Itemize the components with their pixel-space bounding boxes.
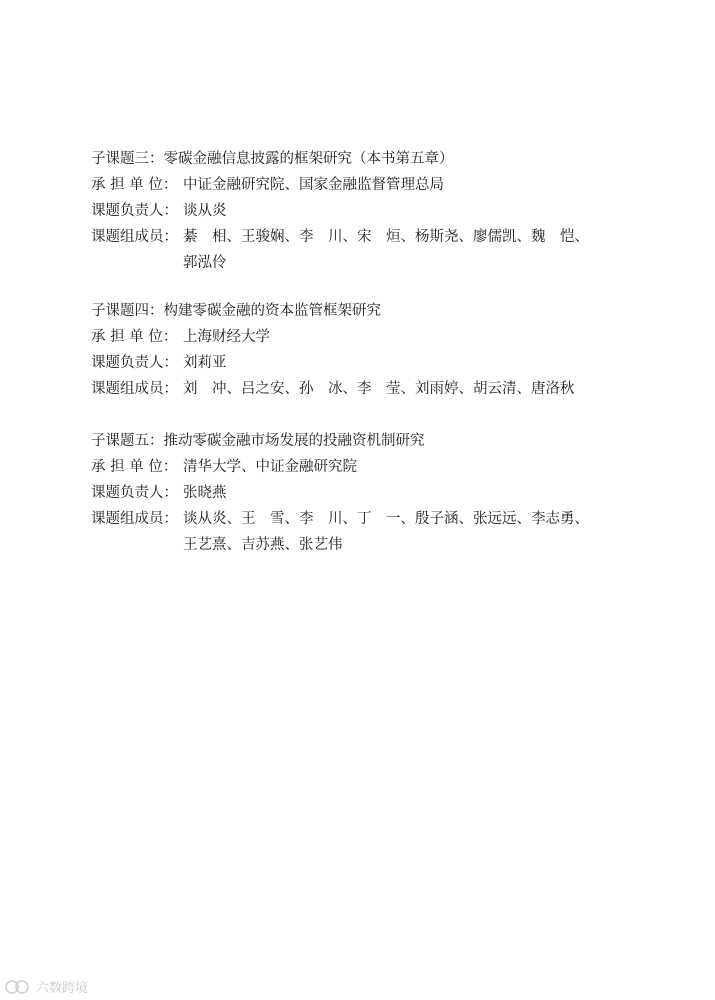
- leader-value: 张晓燕: [183, 485, 227, 501]
- subtopic-5-members-row: [91, 506, 651, 558]
- members-label: 课题组成员：: [91, 381, 178, 397]
- subtopic-3-members-row: [91, 224, 651, 276]
- members-label: 课题组成员：: [91, 511, 178, 527]
- unit-label: 承 担 单 位：: [91, 459, 178, 475]
- unit-value: 上海财经大学: [183, 329, 270, 345]
- members-value: 谈从炎、王 雪、李 川、丁 一、殷子涵、张远远、李志勇、 王艺熹、吉苏燕、张艺伟: [183, 511, 589, 553]
- leader-value: 刘莉亚: [183, 355, 227, 371]
- subtopic-5-section: [91, 428, 651, 558]
- subtopic-3-section: [91, 146, 651, 276]
- subtopic-4-members-row: [91, 376, 651, 402]
- subtopic-4-unit-row: [91, 324, 651, 350]
- unit-value: 中证金融研究院、国家金融监督管理总局: [183, 177, 444, 193]
- watermark: [4, 977, 88, 996]
- leader-value: 谈从炎: [183, 203, 227, 219]
- subtopic-4-section: [91, 298, 651, 402]
- leader-label: 课题负责人：: [91, 203, 178, 219]
- subtopic-5-leader-row: [91, 480, 651, 506]
- subtopic-5-title: 子课题五：推动零碳金融市场发展的投融资机制研究: [91, 433, 425, 449]
- subtopic-3-unit-row: [91, 172, 651, 198]
- unit-label: 承 担 单 位：: [91, 329, 178, 345]
- subtopic-4-leader-row: [91, 350, 651, 376]
- unit-label: 承 担 单 位：: [91, 177, 178, 193]
- members-value: 刘 冲、吕之安、孙 冰、李 莹、刘雨婷、胡云清、唐洛秋: [183, 381, 575, 397]
- members-label: 课题组成员：: [91, 229, 178, 245]
- watermark-logo-icon: [4, 979, 32, 995]
- leader-label: 课题负责人：: [91, 355, 178, 371]
- subtopic-3-title: 子课题三：零碳金融信息披露的框架研究（本书第五章）: [91, 151, 454, 167]
- watermark-text: 六数跨境: [36, 981, 89, 996]
- subtopic-3-leader-row: [91, 198, 651, 224]
- members-value: 綦 相、王骏娴、李 川、宋 烜、杨斯尧、廖儒凯、魏 恺、 郭泓伶: [183, 229, 589, 271]
- leader-label: 课题负责人：: [91, 485, 178, 501]
- subtopic-4-title: 子课题四：构建零碳金融的资本监管框架研究: [91, 303, 381, 319]
- subtopic-5-unit-row: [91, 454, 651, 480]
- unit-value: 清华大学、中证金融研究院: [183, 459, 357, 475]
